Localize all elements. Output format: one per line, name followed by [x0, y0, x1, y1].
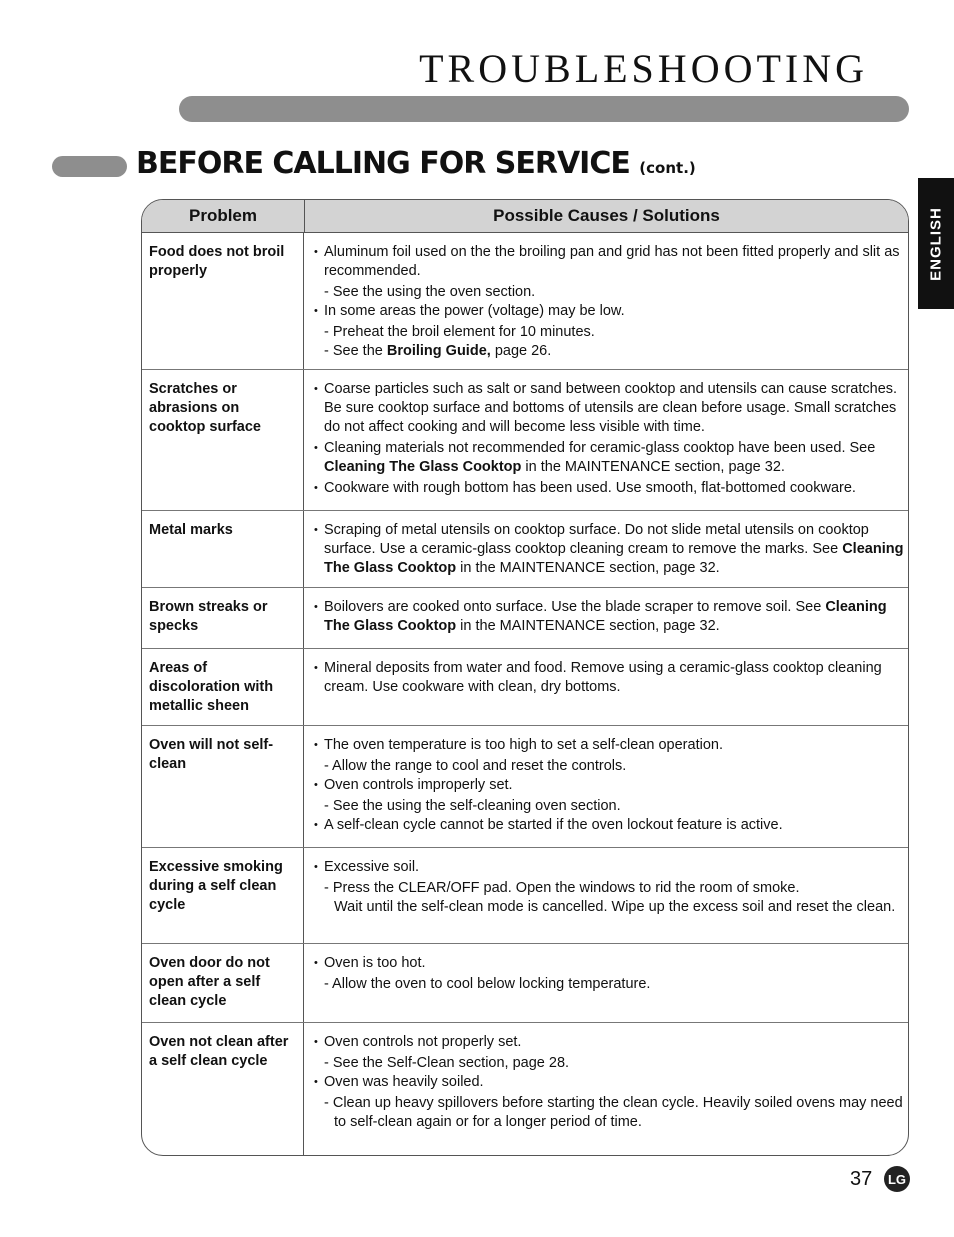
table-row [142, 1023, 908, 1156]
language-tab [918, 178, 954, 309]
solution-bullet: • Cookware with rough bottom has been used. Use smooth, flat-bottomed cookware. [314, 480, 856, 496]
solution-bullet: • Oven is too hot. [314, 955, 426, 971]
problem-cell: Excessive smoking during a self clean cycle [142, 848, 304, 943]
column-header-problem: Problem [142, 200, 305, 232]
problem-cell: Oven door do not open after a self clean cycle [142, 944, 304, 1022]
solution-subitem: - Clean up heavy spillovers before starting the clean cycle. Heavily soiled ovens may need to self-clean again or for a longer period of time. [324, 1095, 903, 1130]
solution-bullet: • The oven temperature is too high to set a self-clean operation. [314, 737, 723, 753]
solution-bullet: • In some areas the power (voltage) may be low. [314, 303, 625, 319]
language-tab-label: ENGLISH [927, 206, 945, 281]
solution-bullet: • Scraping of metal utensils on cooktop surface. Do not slide metal utensils on cooktop surface. Use a ceramic-glass cooktop cleaning cream to remove the marks. See Cleaning The Glass Cooktop in the MAINTENANCE section, page 32. [314, 522, 904, 576]
solution-cell [304, 1023, 908, 1156]
title-decorative-bar [179, 96, 909, 122]
table-row [142, 233, 908, 370]
solution-cell [304, 588, 908, 648]
solution-cell [304, 726, 908, 847]
solution-subitem: - See the using the oven section. [324, 284, 536, 300]
solution-bullet: • Cleaning materials not recommended for ceramic-glass cooktop have been used. See Cleaning The Glass Cooktop in the MAINTENANCE section, page 32. [314, 440, 876, 475]
table-row [142, 726, 908, 848]
problem-cell: Areas of discoloration with metallic sheen [142, 649, 304, 725]
problem-cell: Food does not broil properly [142, 233, 304, 369]
solution-subitem: - Allow the oven to cool below locking temperature. [324, 976, 651, 992]
solution-subitem: - See the Broiling Guide, page 26. [324, 343, 552, 359]
solution-bullet: • Boilovers are cooked onto surface. Use the blade scraper to remove soil. See Cleaning The Glass Cooktop in the MAINTENANCE section, page 32. [314, 599, 887, 634]
table-row [142, 944, 908, 1023]
section-pill-decoration [52, 156, 127, 177]
solution-bullet: • Coarse particles such as salt or sand between cooktop and utensils can cause scratches. Be sure cooktop surface and bottoms of utensils are clean before usage. Small scratches do not affect cooking and will become less visible with time. [314, 381, 898, 435]
page-title: TROUBLESHOOTING [419, 46, 868, 91]
problem-cell: Brown streaks or specks [142, 588, 304, 648]
solution-bullet: • Oven was heavily soiled. [314, 1074, 484, 1090]
troubleshooting-table [141, 199, 909, 1156]
table-row [142, 649, 908, 726]
problem-cell: Oven not clean after a self clean cycle [142, 1023, 304, 1156]
section-heading-text: BEFORE CALLING FOR SERVICE [136, 146, 630, 181]
table-row [142, 588, 908, 649]
section-heading [136, 146, 696, 181]
table-row [142, 848, 908, 944]
solution-bullet: • Mineral deposits from water and food. Remove using a ceramic-glass cooktop cleaning cream. Use cookware with clean, dry bottoms. [314, 660, 882, 695]
solution-subitem: - See the Self-Clean section, page 28. [324, 1055, 570, 1071]
solution-cell [304, 370, 908, 510]
section-heading-suffix: (cont.) [639, 159, 696, 177]
solution-cell [304, 649, 908, 725]
solution-bullet: • Oven controls improperly set. [314, 777, 513, 793]
column-header-solutions: Possible Causes / Solutions [493, 206, 720, 225]
solution-subitem: - Preheat the broil element for 10 minutes. [324, 324, 595, 340]
table-header [142, 200, 908, 233]
lg-logo-icon [884, 1166, 910, 1192]
solution-subitem: Wait until the self-clean mode is cancelled. Wipe up the excess soil and reset the clean. [334, 899, 896, 915]
solution-bullet: • Excessive soil. [314, 859, 420, 875]
table-body [142, 233, 908, 1156]
solution-cell [304, 944, 908, 1022]
solution-subitem: - See the using the self-cleaning oven section. [324, 798, 621, 814]
solution-bullet: • Oven controls not properly set. [314, 1034, 522, 1050]
problem-cell: Scratches or abrasions on cooktop surface [142, 370, 304, 510]
problem-cell: Metal marks [142, 511, 304, 587]
table-row [142, 370, 908, 511]
solution-bullet: • Aluminum foil used on the the broiling pan and grid has not been fitted properly and slit as recommended. [314, 244, 900, 279]
solution-bullet: • A self-clean cycle cannot be started if the oven lockout feature is active. [314, 817, 783, 833]
solution-cell [304, 233, 908, 369]
solution-subitem: - Allow the range to cool and reset the controls. [324, 758, 627, 774]
solution-cell [304, 511, 908, 587]
problem-cell: Oven will not self-clean [142, 726, 304, 847]
solution-subitem: - Press the CLEAR/OFF pad. Open the windows to rid the room of smoke. [324, 880, 800, 896]
table-row [142, 511, 908, 588]
solution-cell [304, 848, 908, 943]
page-number: 37 [850, 1168, 873, 1190]
logo-text: LG [887, 1171, 907, 1187]
